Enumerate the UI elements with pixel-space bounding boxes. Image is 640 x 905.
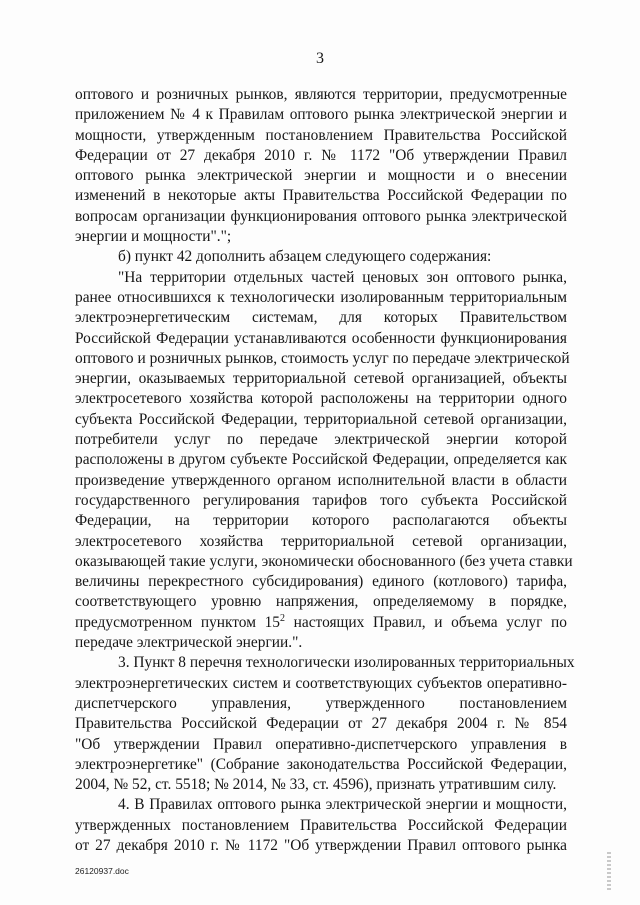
text-line <box>75 694 567 714</box>
text-line-content: соответствующего уровню напряжения, определяемому в порядке, <box>75 593 567 611</box>
text-line <box>75 450 567 470</box>
text-line <box>75 775 567 795</box>
text-line-content: произведение утвержденного органом исполнительной власти в области <box>75 471 567 489</box>
text-line-content: Федерации от 27 декабря 2010 г. № 1172 "Об утверждении Правил <box>75 146 567 164</box>
text-line-content: предусмотренном пунктом 15 <box>75 613 280 631</box>
file-name-footer: 26120937.doc <box>75 866 129 876</box>
text-line-content: субъекта Российской Федерации, территориальной сетевой организации, <box>75 410 567 428</box>
text-line-content: электросетевого хозяйства которой расположены на территории одного <box>75 390 567 408</box>
text-line-content: "Об утверждении Правил оперативно-диспетчерского управления в <box>75 735 567 753</box>
text-line <box>75 592 567 612</box>
text-line <box>75 227 567 247</box>
text-line-content: величины перекрестного субсидирования) единого (котлового) тарифа, <box>75 573 567 591</box>
text-line <box>75 207 567 227</box>
superscript: 2 <box>280 612 285 624</box>
text-line-content: энергии, оказываемых территориальной сетевой организацией, объекты <box>75 370 567 388</box>
text-line-content: приложением № 4 к Правилам оптового рынка электрической энергии и <box>75 106 567 124</box>
text-line-content: от 27 декабря 2010 г. № 1172 "Об утверждении Правил оптового рынка <box>75 836 567 854</box>
text-line-content: диспетчерского управления, утвержденного постановлением <box>75 694 567 712</box>
text-line <box>75 572 567 592</box>
text-line-content: электроэнергетических систем и соответствующих субъектов оперативно- <box>75 674 567 692</box>
text-line-continuation: настоящих Правил, и объема услуг по <box>285 613 567 631</box>
text-line-content: б) пункт 42 дополнить абзацем следующего содержания: <box>118 248 492 266</box>
text-line-content: электросетевого хозяйства территориальной сетевой организации, <box>75 532 567 550</box>
text-line <box>75 755 567 775</box>
text-line-content: 3. Пункт 8 перечня технологически изолированных территориальных <box>118 654 575 672</box>
text-line <box>75 410 567 430</box>
text-line-content: Правительства Российской Федерации от 27 декабря 2004 г. № 854 <box>75 715 567 733</box>
text-line-content: оказывающей такие услуги, экономически обоснованного (без учета ставки <box>75 552 573 570</box>
text-line <box>75 268 567 288</box>
text-line-content: утвержденных постановлением Правительства Российской Федерации <box>75 816 567 834</box>
text-line <box>75 471 567 491</box>
text-line <box>75 105 567 125</box>
text-line <box>75 836 567 856</box>
text-line-content: электроэнергетике" (Собрание законодательства Российской Федерации, <box>75 755 567 773</box>
text-line-content: оптового и розничных рынков, являются территории, предусмотренные <box>75 86 567 103</box>
text-line <box>75 329 567 349</box>
text-line <box>75 795 567 815</box>
text-line-content: передаче электрической энергии.". <box>75 634 303 652</box>
document-body <box>75 85 575 856</box>
text-line-content: потребители услуг по передаче электрической энергии которой <box>75 431 567 449</box>
text-line-content: мощности, утвержденным постановлением Правительства Российской <box>75 126 567 144</box>
text-line <box>75 653 575 673</box>
text-line <box>75 186 567 206</box>
text-line-content: изменений в некоторые акты Правительства Российской Федерации по <box>75 187 567 205</box>
text-line <box>75 674 567 694</box>
text-line-content: 2004, № 52, ст. 5518; № 2014, № 33, ст. 4596), признать утратившим силу. <box>75 776 557 794</box>
text-line <box>75 166 567 186</box>
text-line <box>75 288 567 308</box>
text-line <box>75 552 573 572</box>
text-line <box>75 126 567 146</box>
text-line <box>75 511 567 531</box>
text-line <box>75 491 567 511</box>
text-line <box>75 430 567 450</box>
scan-edge-mark <box>607 852 611 890</box>
text-line <box>75 389 567 409</box>
text-line-content: вопросам организации функционирования оптового рынка электрической <box>75 207 567 225</box>
text-line-content: оптового и розничных рынков, стоимость услуг по передаче электрической <box>75 349 570 367</box>
text-line-content: Российской Федерации устанавливаются особенности функционирования <box>75 329 567 347</box>
text-line-content: государственного регулирования тарифов того субъекта Российской <box>75 491 567 509</box>
text-line-content: энергии и мощности"."; <box>75 228 232 246</box>
text-line <box>75 369 567 389</box>
text-line-content: оптового рынка электрической энергии и мощности и о внесении <box>75 167 567 185</box>
text-line-content: Федерации, на территории которого располагаются объекты <box>75 512 567 530</box>
text-line-content: "На территории отдельных частей ценовых зон оптового рынка, <box>118 268 567 286</box>
text-line <box>75 85 567 105</box>
text-line <box>75 633 567 653</box>
text-line-content: ранее относившихся к технологически изолированным территориальным <box>75 288 567 306</box>
page-number: 3 <box>316 50 324 67</box>
text-line-content: электроэнергетическим системам, для которых Правительством <box>75 309 567 327</box>
text-line <box>75 735 567 755</box>
text-line <box>75 247 567 267</box>
text-line <box>75 308 567 328</box>
text-line <box>75 613 567 633</box>
text-line <box>75 816 567 836</box>
text-line-content: расположены в другом субъекте Российской Федерации, определяется как <box>75 451 567 469</box>
text-line <box>75 349 570 369</box>
text-line-content: 4. В Правилах оптового рынка электрической энергии и мощности, <box>118 796 567 814</box>
text-line <box>75 532 567 552</box>
text-line <box>75 146 567 166</box>
text-line <box>75 714 567 734</box>
